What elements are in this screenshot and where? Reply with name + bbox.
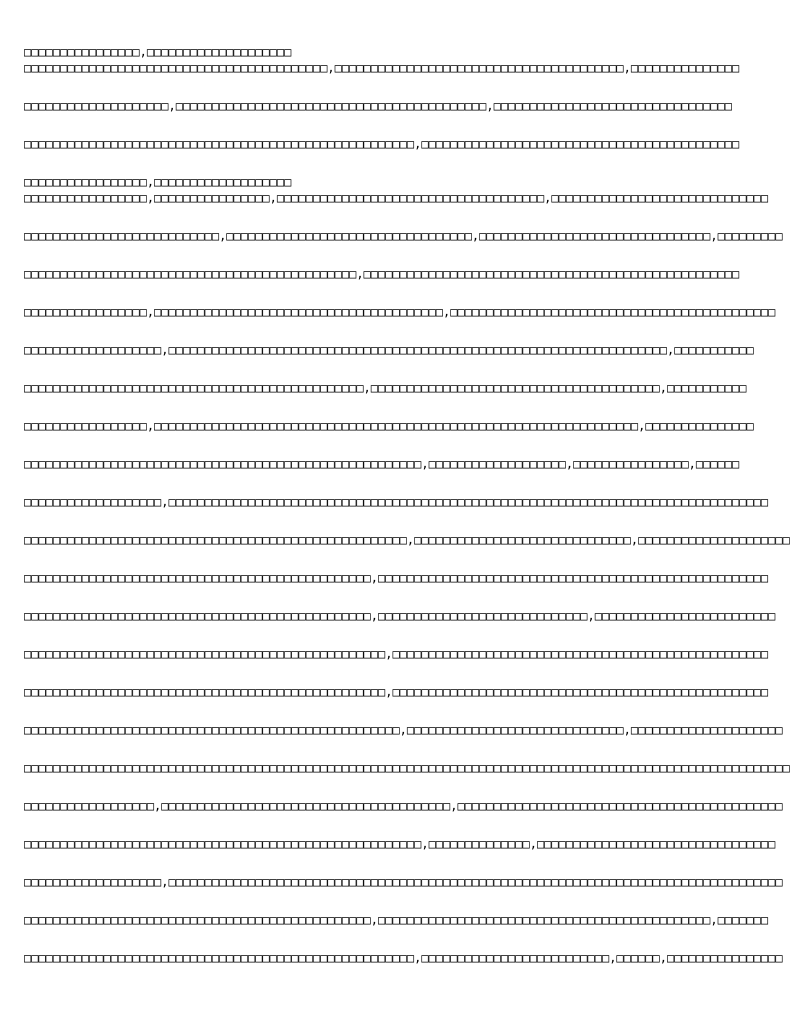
paragraph-line: □□□□□□□□□□□□□□□□□□□□□□□□□□□□□□□□□□□□□□□□□□□□□□□□□□□□□□,□□□□□□□□□□□□□□□□□□□□□□□□□□□□□□□□□□□□□□□□□□□□ <box>24 137 740 151</box>
paragraph-line: □□□□□□□□□□□□□□□□□□□□□□□□□□□□□□□□□□□□□□□□□□□□□□□□□□,□□□□□□□□□□□□□□□□□□□□□□□□□□□□□□□□□□□□□□□□□□□□□□□□□□□□ <box>24 647 769 661</box>
paragraph-line: □□□□□□□□□□□□□□□□□□,□□□□□□□□□□□□□□□□□□□□□□□□□□□□□□□□□□□□□□□□,□□□□□□□□□□□□□□□□□□□□□□□□□□□□□□□□□□□□□□□□□□□□□ <box>24 799 783 813</box>
paragraph-line: □□□□□□□□□□□□□□□□□□□□□□□□□□□□□□□□□□□□□□□□□□□□□□□□□□□□□,□□□□□□□□□□□□□□□□□□□□□□□□□□□□□□,□□□□□□□□□□□□□□□□□□□□□ <box>24 533 790 547</box>
paragraph-line: □□□□□□□□□□□□□□□□□□□□□□□□□□□□□□□□□□□□□□□□□□□□□□,□□□□□□□□□□□□□□□□□□□□□□□□□□□□□□□□□□□□□□□□□□□□□□□□□□□□ <box>24 267 740 281</box>
paragraph-line: □□□□□□□□□□□□□□□□□□□□□□□□□□□□□□□□□□□□□□□□□□□□□□□□,□□□□□□□□□□□□□□□□□□□□□□□□□□□□□□□□□□□□□□□□□□□□□□,□□□□□□□ <box>24 913 769 927</box>
paragraph-line: □□□□□□□□□□□□□□□□□□□□□□□□□□□□□□□□□□□□□□□□□□□□□□□□□□□□,□□□□□□□□□□□□□□□□□□□□□□□□□□□□□□,□□□□□□□□□□□□□□□□□□□□□ <box>24 723 783 737</box>
paragraph-line: □□□□□□□□□□□□□□□□□,□□□□□□□□□□□□□□□□□□□□□□□□□□□□□□□□□□□□□□□□□□□□□□□□□□□□□□□□□□□□□□□□□□□,□□□□□□□□□□□□□□□ <box>24 419 754 433</box>
section-heading: □□□□□□□□□□□□□□□□□,□□□□□□□□□□□□□□□□□□□ <box>24 175 292 189</box>
paragraph-line: □□□□□□□□□□□□□□□□□□□□□□□□□□□□□□□□□□□□□□□□□□□□□□□□,□□□□□□□□□□□□□□□□□□□□□□□□□□□□□,□□□□□□□□□□□□□□□□□□□□□□□□□ <box>24 609 776 623</box>
paragraph-line: □□□□□□□□□□□□□□□□□,□□□□□□□□□□□□□□□□,□□□□□□□□□□□□□□□□□□□□□□□□□□□□□□□□□□□□□,□□□□□□□□□□□□□□□□□□□□□□□□□□□□□□ <box>24 191 769 205</box>
paragraph-line: □□□□□□□□□□□□□□□□□□□□□□□□□□□□□□□□□□□□□□□□□□,□□□□□□□□□□□□□□□□□□□□□□□□□□□□□□□□□□□□□□□□,□□□□□□□□□□□□□□□ <box>24 61 740 75</box>
paragraph-line: □□□□□□□□□□□□□□□□□□□□□□□□□□□□□□□□□□□□□□□□□□□□□□□□,□□□□□□□□□□□□□□□□□□□□□□□□□□□□□□□□□□□□□□□□□□□□□□□□□□□□□□ <box>24 571 769 585</box>
paragraph-line: □□□□□□□□□□□□□□□□□,□□□□□□□□□□□□□□□□□□□□□□□□□□□□□□□□□□□□□□□□,□□□□□□□□□□□□□□□□□□□□□□□□□□□□□□□□□□□□□□□□□□□□□ <box>24 305 776 319</box>
paragraph-line: □□□□□□□□□□□□□□□□□□□□□□□□□□□□□□□□□□□□□□□□□□□□□□□,□□□□□□□□□□□□□□□□□□□□□□□□□□□□□□□□□□□□□□□□,□□□□□□□□□□□ <box>24 381 747 395</box>
section-1 <box>24 44 740 174</box>
paragraph-line: □□□□□□□□□□□□□□□□□□□,□□□□□□□□□□□□□□□□□□□□□□□□□□□□□□□□□□□□□□□□□□□□□□□□□□□□□□□□□□□□□□□□□□□□□□□□□□□□□□□□□□□□□ <box>24 875 783 889</box>
paragraph-line: □□□□□□□□□□□□□□□□□□□□□□□□□□□□□□□□□□□□□□□□□□□□□□□□□□□□□□□,□□□□□□□□□□□□□□□□□□□,□□□□□□□□□□□□□□□□,□□□□□□ <box>24 457 740 471</box>
paragraph-line: □□□□□□□□□□□□□□□□□□□□□□□□□□□□□□□□□□□□□□□□□□□□□□□□□□,□□□□□□□□□□□□□□□□□□□□□□□□□□□□□□□□□□□□□□□□□□□□□□□□□□□□ <box>24 685 769 699</box>
section-2 <box>24 174 790 966</box>
paragraph-line: □□□□□□□□□□□□□□□□□□□□,□□□□□□□□□□□□□□□□□□□□□□□□□□□□□□□□□□□□□□□□□□□,□□□□□□□□□□□□□□□□□□□□□□□□□□□□□□□□□ <box>24 99 733 113</box>
paragraph-line: □□□□□□□□□□□□□□□□□□□,□□□□□□□□□□□□□□□□□□□□□□□□□□□□□□□□□□□□□□□□□□□□□□□□□□□□□□□□□□□□□□□□□□□□□,□□□□□□□□□□□ <box>24 343 754 357</box>
paragraph-line: □□□□□□□□□□□□□□□□□□□,□□□□□□□□□□□□□□□□□□□□□□□□□□□□□□□□□□□□□□□□□□□□□□□□□□□□□□□□□□□□□□□□□□□□□□□□□□□□□□□□□□□ <box>24 495 769 509</box>
section-heading: □□□□□□□□□□□□□□□□,□□□□□□□□□□□□□□□□□□□□ <box>24 45 292 59</box>
paragraph-line: □□□□□□□□□□□□□□□□□□□□□□□□□□□□□□□□□□□□□□□□□□□□□□□□□□□□□□□,□□□□□□□□□□□□□□,□□□□□□□□□□□□□□□□□□□□□□□□□□□□□□□□□ <box>24 837 776 851</box>
paragraph-line: □□□□□□□□□□□□□□□□□□□□□□□□□□□□□□□□□□□□□□□□□□□□□□□□□□□□□□,□□□□□□□□□□□□□□□□□□□□□□□□□□,□□□□□□,□□□□□□□□□□□□□□□□ <box>24 951 783 965</box>
paragraph-line: □□□□□□□□□□□□□□□□□□□□□□□□□□□,□□□□□□□□□□□□□□□□□□□□□□□□□□□□□□□□□□,□□□□□□□□□□□□□□□□□□□□□□□□□□□□□□□□,□□□□□□□□□ <box>24 229 783 243</box>
paragraph-line: □□□□□□□□□□□□□□□□□□□□□□□□□□□□□□□□□□□□□□□□□□□□□□□□□□□□□□□□□□□□□□□□□□□□□□□□□□□□□□□□□□□□□□□□□□□□□□□□□□□□□□□□□□ <box>24 761 790 775</box>
document-page <box>24 44 790 1004</box>
